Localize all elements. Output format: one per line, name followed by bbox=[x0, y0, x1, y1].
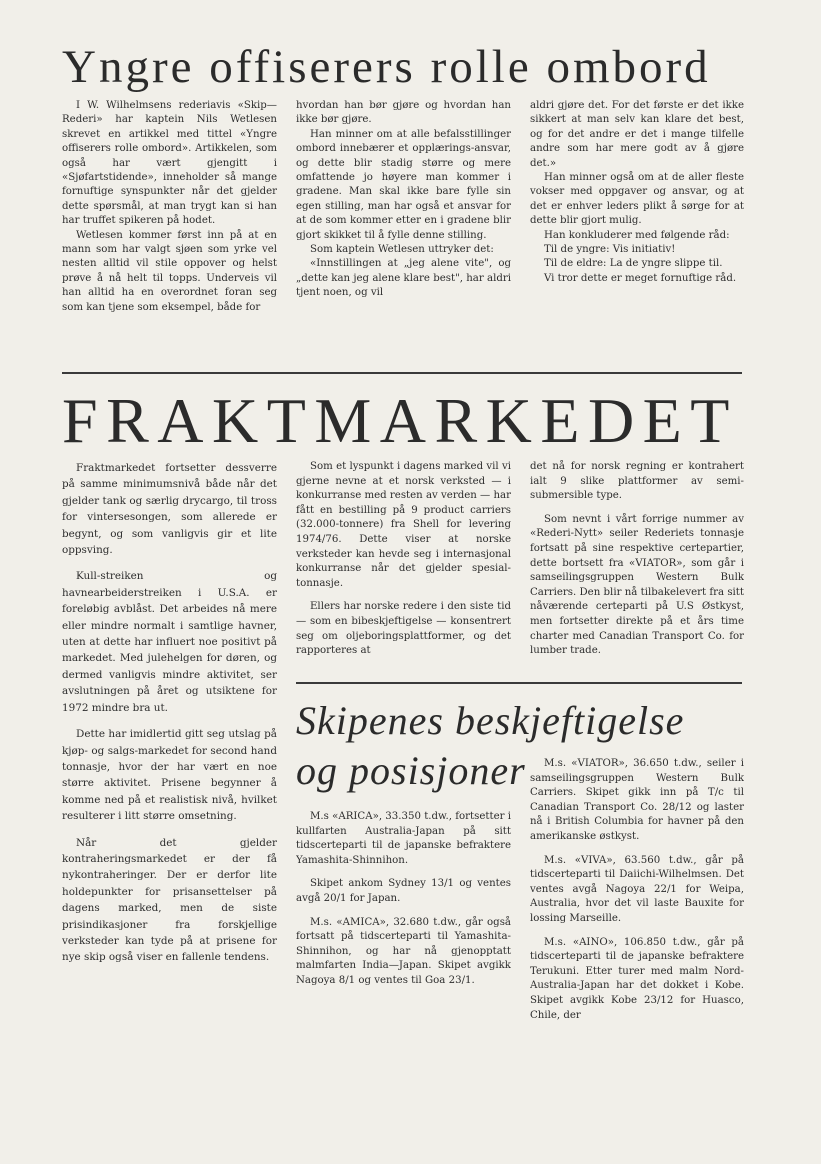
paragraph: «Innstillingen at „jeg alene vite", og „dette kan jeg alene klare best", har aldri tjent noen, og vil bbox=[296, 258, 511, 299]
paragraph: hvordan han bør gjøre og hvordan han ikke bør gjøre. bbox=[296, 100, 511, 126]
paragraph: Dette har imidlertid gitt seg utslag på kjøp- og salgs-markedet for second hand tonnasje, hvor der har vært en noe større aktivitet. Prisene begynner å komme ned på et realistisk nivå, hvilket resulterer i litt større omsetning. bbox=[62, 728, 277, 823]
article1-column-3 bbox=[530, 99, 744, 367]
headline-line: Skipenes beskjeftigelse bbox=[296, 698, 685, 743]
paragraph: Når det gjelder kontraheringsmarkedet er der få nykontraheringer. Der er derfor lite holdepunkter for prisansettelser på dagens marked, men de siste prisindikasjoner fra forskjellige verksteder kan tyde på at prisene for nye skip også viser en fallenle tendens. bbox=[62, 836, 277, 964]
paragraph: Til de yngre: Vis initiativ! bbox=[544, 244, 676, 256]
paragraph: Skipet ankom Sydney 13/1 og ventes avgå 20/1 for Japan. bbox=[296, 878, 511, 904]
section-divider bbox=[62, 372, 742, 374]
paragraph: Til de eldre: La de yngre slippe til. bbox=[544, 258, 723, 270]
paragraph: Ellers har norske redere i den siste tid — som en bibeskjeftigelse — konsentrert seg om oljeboringsplattformer, og det rapporteres at bbox=[296, 601, 511, 657]
article3-column-3 bbox=[530, 757, 744, 1067]
article1-column-1 bbox=[62, 99, 277, 367]
headline-line: og posisjoner bbox=[296, 748, 526, 793]
paragraph: aldri gjøre det. For det første er det ikke sikkert at man selv kan klare det best, og for det andre er det i mange tilfelle andre som har mere godt av å gjøre det.» bbox=[530, 100, 744, 169]
paragraph: Wetlesen kommer først inn på at en mann som har valgt sjøen som yrke vel nesten alltid vil stile oppover og helst prøve å nå helt til topps. Underveis vil han alltid ha en overordnet foran seg som kan tjene som eksempel, både for bbox=[62, 229, 277, 313]
paragraph: M.s. «AINO», 106.850 t.dw., går på tidscerteparti til de japanske befraktere Terukuni. Etter turer med malm Nord-Australia-Japan har det dokket i Kobe. Skipet avgikk Kobe 23/12 for Huasco, Chile, der bbox=[530, 936, 744, 1021]
paragraph: Som nevnt i vårt forrige nummer av «Rederi-Nytt» seiler Rederiets tonnasje fortsatt på sine respektive certepartier, dette bortsett fra «VIATOR», som går i samseilingsgruppen Western Bulk Carriers. Den blir nå tilbakelevert fra sitt nåværende certeparti på U.S Østkyst, men fortsetter direkte på et års time charter med Canadian Transport Co. for lumber trade. bbox=[530, 513, 744, 657]
paragraph: Fraktmarkedet fortsetter dessverre på samme minimumsnivå både når det gjelder tank og særlig drycargo, til tross for vintersesongen, som allerede er begynt, og som vanligvis gir et lite oppsving. bbox=[62, 462, 277, 557]
paragraph: M.s. «VIVA», 63.560 t.dw., går på tidscerteparti til Daiichi-Wilhelmsen. Det ventes avgå Nagoya 22/1 for Weipa, Australia, hvor det vil laste Bauxite for lossing Marseille. bbox=[530, 854, 744, 924]
headline-fraktmarkedet: FRAKTMARKEDET bbox=[62, 385, 738, 456]
article3-column-2 bbox=[296, 810, 511, 1070]
paragraph: M.s. «VIATOR», 36.650 t.dw., seiler i samseilingsgruppen Western Bulk Carriers. Skipet gikk inn på T/c til Canadian Transport Co. 28/12 og laster nå i British Columbia for havner på den amerikanske østkyst. bbox=[530, 758, 744, 842]
paragraph: Som kaptein Wetlesen uttryker det: bbox=[310, 244, 494, 256]
paragraph: M.s. «AMICA», 32.680 t.dw., går også fortsatt på tidscerteparti til Yamashita-Shinnihon, og har nå gjenopptatt malmfarten India—Japan. Skipet avgikk Nagoya 8/1 og ventes til Goa 23/1. bbox=[296, 916, 511, 986]
article2-column-3 bbox=[530, 460, 744, 675]
headline-yngre-offiserers: Yngre offiserers rolle ombord bbox=[62, 41, 711, 93]
headline-skipenes-beskjeftigelse bbox=[296, 696, 685, 796]
paragraph: Kull-streiken og havnearbeiderstreiken i U.S.A. er foreløbig avblåst. Det arbeides nå mere eller mindre normalt i samtlige havner, uten at dette har influert noe positivt på markedet. Med julehelgen for døren, og dermed vanligvis mindre aktivitet, ser avslutningen på året og utsiktene for 1972 mindre bra ut. bbox=[62, 570, 277, 714]
paragraph: Han minner om at alle befalsstillinger ombord innebærer et opplærings-ansvar, og dette blir stadig større og mere omfattende jo høyere man kommer i gradene. Man skal ikke bare fylle sin egen stilling, man har også et ansvar for at de som kommer etter en i gradene blir gjort skikket til å fylle denne stilling. bbox=[296, 128, 511, 241]
paragraph: M.s «ARICA», 33.350 t.dw., fortsetter i kullfarten Australia-Japan på sitt tidscerteparti til de japanske befraktere Yamashita-Shinnihon. bbox=[296, 811, 511, 866]
paragraph: Vi tror dette er meget fornuftige råd. bbox=[544, 272, 737, 284]
paragraph: Som et lyspunkt i dagens marked vil vi gjerne nevne at et norsk verksted — i konkurranse med resten av verden — har fått en bestilling på 9 product carriers (32.000-tonnere) fra Shell for levering 1974/76. Dette viser at norske verksteder kan hevde seg i internasjonal konkurranse når det gjelder spesial-tonnasje. bbox=[296, 461, 511, 589]
paragraph: I W. Wilhelmsens rederiavis «Skip—Rederi» har kaptein Nils Wetlesen skrevet en artikkel med tittel «Yngre offiserers rolle ombord». Artikkelen, som også har vært gjengitt i «Sjøfartstidende», inneholder så mange fornuftige synspunkter når det gjelder dette spørsmål, at man trygt kan si han har truffet spikeren på hodet. bbox=[62, 100, 277, 227]
article2-column-2 bbox=[296, 460, 511, 675]
paragraph: Han minner også om at de aller fleste vokser med oppgaver og ansvar, og at det er enhver leders plikt å sørge for at dette blir gjort mulig. bbox=[530, 172, 744, 227]
article1-column-2 bbox=[296, 99, 511, 367]
section-divider bbox=[296, 682, 742, 684]
paragraph: Han konkluderer med følgende råd: bbox=[544, 229, 730, 241]
paragraph: det nå for norsk regning er kontrahert ialt 9 slike plattformer av semi-submersible type. bbox=[530, 461, 744, 502]
article2-column-1 bbox=[62, 460, 277, 1060]
